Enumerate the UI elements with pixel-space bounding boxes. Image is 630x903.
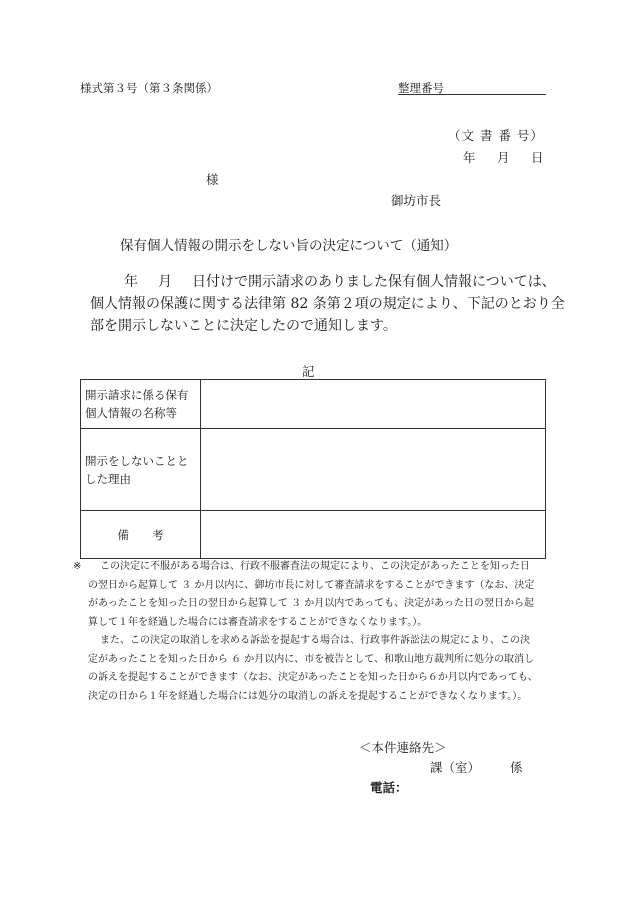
body-line-2: 個人情報の保護に関する法律第 82 条第２項の規定により、下記のとおり全: [90, 296, 565, 312]
reference-number-line: [398, 94, 546, 95]
note-line: の訴えを提起することができます（なお、決定があったことを知った日から６か月以内であっても、: [88, 672, 538, 683]
table-label-line: 個人情報の名称等: [85, 406, 177, 420]
table-row: [81, 511, 546, 559]
table-label-cell: [81, 429, 201, 511]
ki-label: 記: [302, 364, 315, 379]
record-table: [80, 379, 546, 559]
recipient-suffix: 様: [206, 172, 219, 187]
note-mark: ※: [73, 561, 82, 572]
note-line: 算して１年を経過した場合には審査請求をすることができなくなります。）。: [88, 616, 428, 628]
note-line: また、この決定の取消しを求める訴訟を提起する場合は、行政事件訴訟法の規定により、この決: [100, 635, 530, 646]
body-year: 年: [124, 274, 138, 290]
body-line-1-rest: 日付けで開示請求のありました保有個人情報については、: [192, 274, 556, 290]
note-line: の翌日から起算して ３ か月以内に、御坊市長に対して審査請求をすることができます（なお、決定: [88, 579, 535, 591]
body-month: 月: [158, 274, 172, 290]
table-value-cell: [201, 380, 546, 429]
date-year: 年: [463, 150, 476, 165]
document-number: （文 書 番 号）: [448, 128, 544, 143]
reference-number-label: 整理番号: [398, 81, 444, 95]
table-row: [81, 380, 546, 429]
note-line: この決定に不服がある場合は、行政不服審査法の規定により、この決定があったことを知った日: [100, 561, 530, 572]
note-line: があったことを知った日の翌日から起算して ３ か月以内であっても、決定があった日の翌日から起: [88, 598, 535, 609]
body-text: [90, 271, 570, 337]
table-label-line: 開示請求に係る保有: [85, 388, 189, 402]
date-day: 日: [531, 150, 544, 165]
table-value-cell: [201, 429, 546, 511]
note-line: 決定の日から１年を経過した場合には処分の取消しの訴えを提起することができなくなります。）。: [88, 690, 528, 702]
table-value-cell: [201, 511, 546, 559]
sender-name: 御坊市長: [391, 193, 442, 208]
document-title: 保有個人情報の開示をしない旨の決定について（通知）: [120, 238, 458, 254]
table-label-line: 開示をしないことと: [85, 453, 189, 468]
contact-phone-label: 電話：: [370, 780, 408, 795]
notes-section: [73, 558, 550, 706]
body-line-1: [90, 271, 570, 293]
body-line-3: 部を開示しないことに決定したので通知します。: [90, 318, 397, 334]
contact-unit: 係: [510, 760, 523, 775]
table-label-line: した理由: [85, 471, 131, 486]
note-line: 定があったことを知った日から ６ か月以内に、市を被告として、和歌山地方裁判所に処分の取消し: [88, 653, 535, 665]
table-label-cell: 備 考: [81, 511, 201, 559]
contact-section: 課（室）: [430, 760, 481, 775]
table-row: [81, 429, 546, 511]
table-label-cell: [81, 380, 201, 429]
contact-heading: ＜本件連絡先＞: [359, 740, 447, 755]
date-month: 月: [497, 150, 510, 165]
form-number: 様式第３号（第３条関係）: [80, 81, 218, 95]
